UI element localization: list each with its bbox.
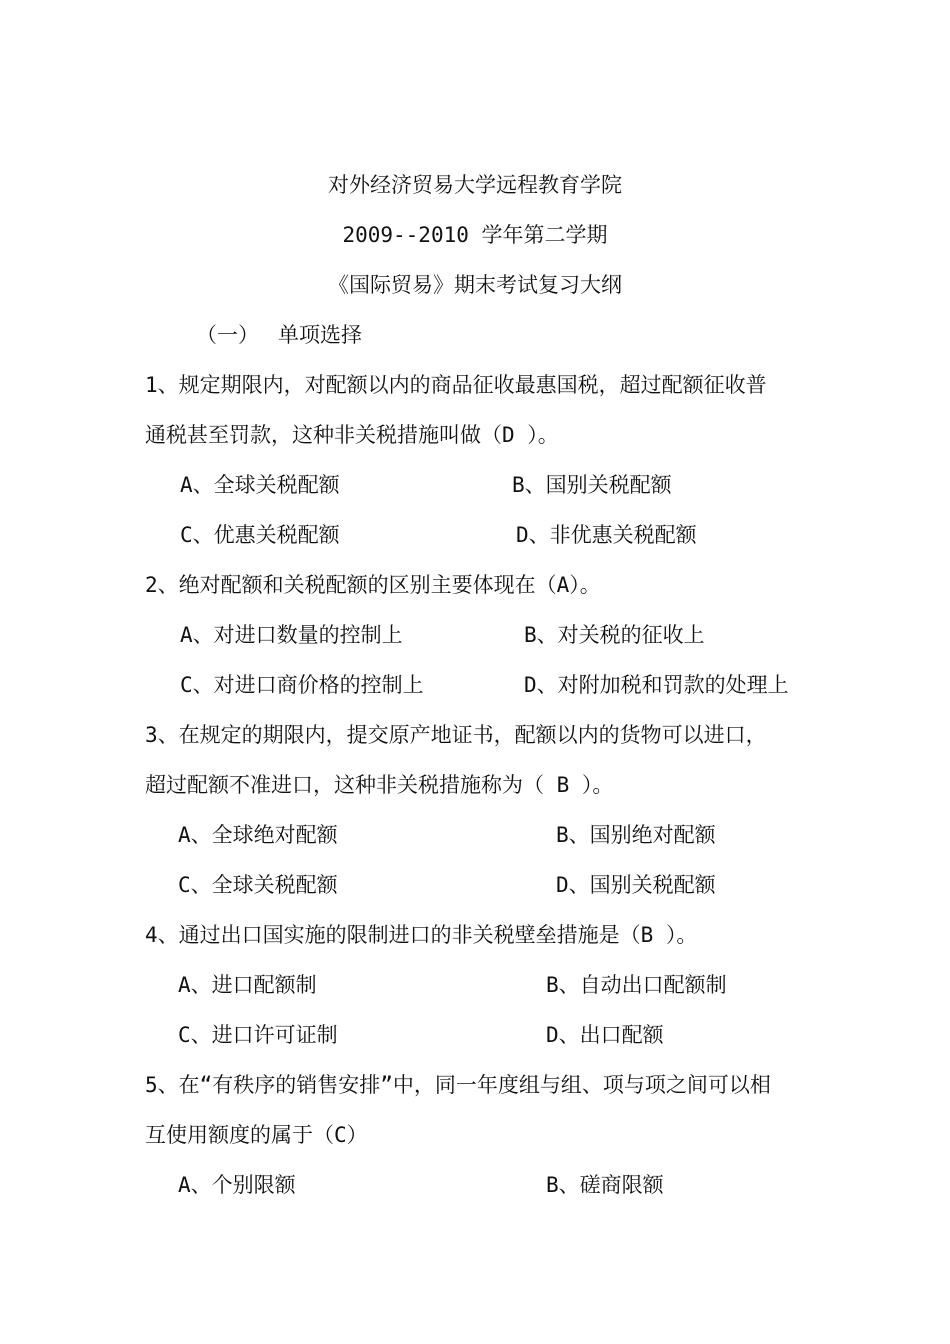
question-3-option-a: A、全球绝对配额 — [178, 823, 338, 847]
question-1-option-b: B、国别关税配额 — [512, 473, 672, 497]
question-3-line-1: 3、在规定的期限内，提交原产地证书，配额以内的货物可以进口， — [145, 723, 767, 747]
document-title: 《国际贸易》期末考试复习大纲 — [328, 273, 622, 297]
question-5-option-b: B、磋商限额 — [546, 1173, 664, 1197]
question-2-option-c: C、对进口商价格的控制上 — [180, 673, 424, 697]
question-2-option-d: D、对附加税和罚款的处理上 — [524, 673, 789, 697]
question-1-line-2: 通税甚至罚款，这种非关税措施叫做（D ）。 — [145, 423, 559, 447]
question-1-option-c: C、优惠关税配额 — [180, 523, 340, 547]
question-1-line-1: 1、规定期限内，对配额以内的商品征收最惠国税，超过配额征收普 — [145, 373, 767, 397]
question-4-option-c: C、进口许可证制 — [178, 1023, 338, 1047]
question-5-option-a: A、个别限额 — [178, 1173, 296, 1197]
section-number: （一） — [196, 323, 259, 347]
question-3-option-c: C、全球关税配额 — [178, 873, 338, 897]
question-4-option-b: B、自动出口配额制 — [546, 973, 727, 997]
question-4-line-1: 4、通过出口国实施的限制进口的非关税壁垒措施是（B ）。 — [145, 923, 698, 947]
question-1-option-d: D、非优惠关税配额 — [516, 523, 697, 547]
section-name: 单项选择 — [278, 323, 362, 347]
question-4-option-d: D、出口配额 — [546, 1023, 664, 1047]
question-3-option-b: B、国别绝对配额 — [556, 823, 716, 847]
question-4-option-a: A、进口配额制 — [178, 973, 317, 997]
question-5-line-1: 5、在“有秩序的销售安排”中，同一年度组与组、项与项之间可以相 — [145, 1073, 771, 1097]
question-3-option-d: D、国别关税配额 — [556, 873, 716, 897]
question-1-option-a: A、全球关税配额 — [180, 473, 340, 497]
question-2-option-b: B、对关税的征收上 — [524, 623, 705, 647]
question-3-line-2: 超过配额不准进口，这种非关税措施称为（ B ）。 — [145, 773, 614, 797]
question-2-option-a: A、对进口数量的控制上 — [180, 623, 403, 647]
term-heading: 2009--2010 学年第二学期 — [342, 223, 608, 247]
institution-heading: 对外经济贸易大学远程教育学院 — [328, 173, 622, 197]
question-2-line-1: 2、绝对配额和关税配额的区别主要体现在（A）。 — [145, 573, 601, 597]
question-5-line-2: 互使用额度的属于（C） — [145, 1123, 368, 1147]
